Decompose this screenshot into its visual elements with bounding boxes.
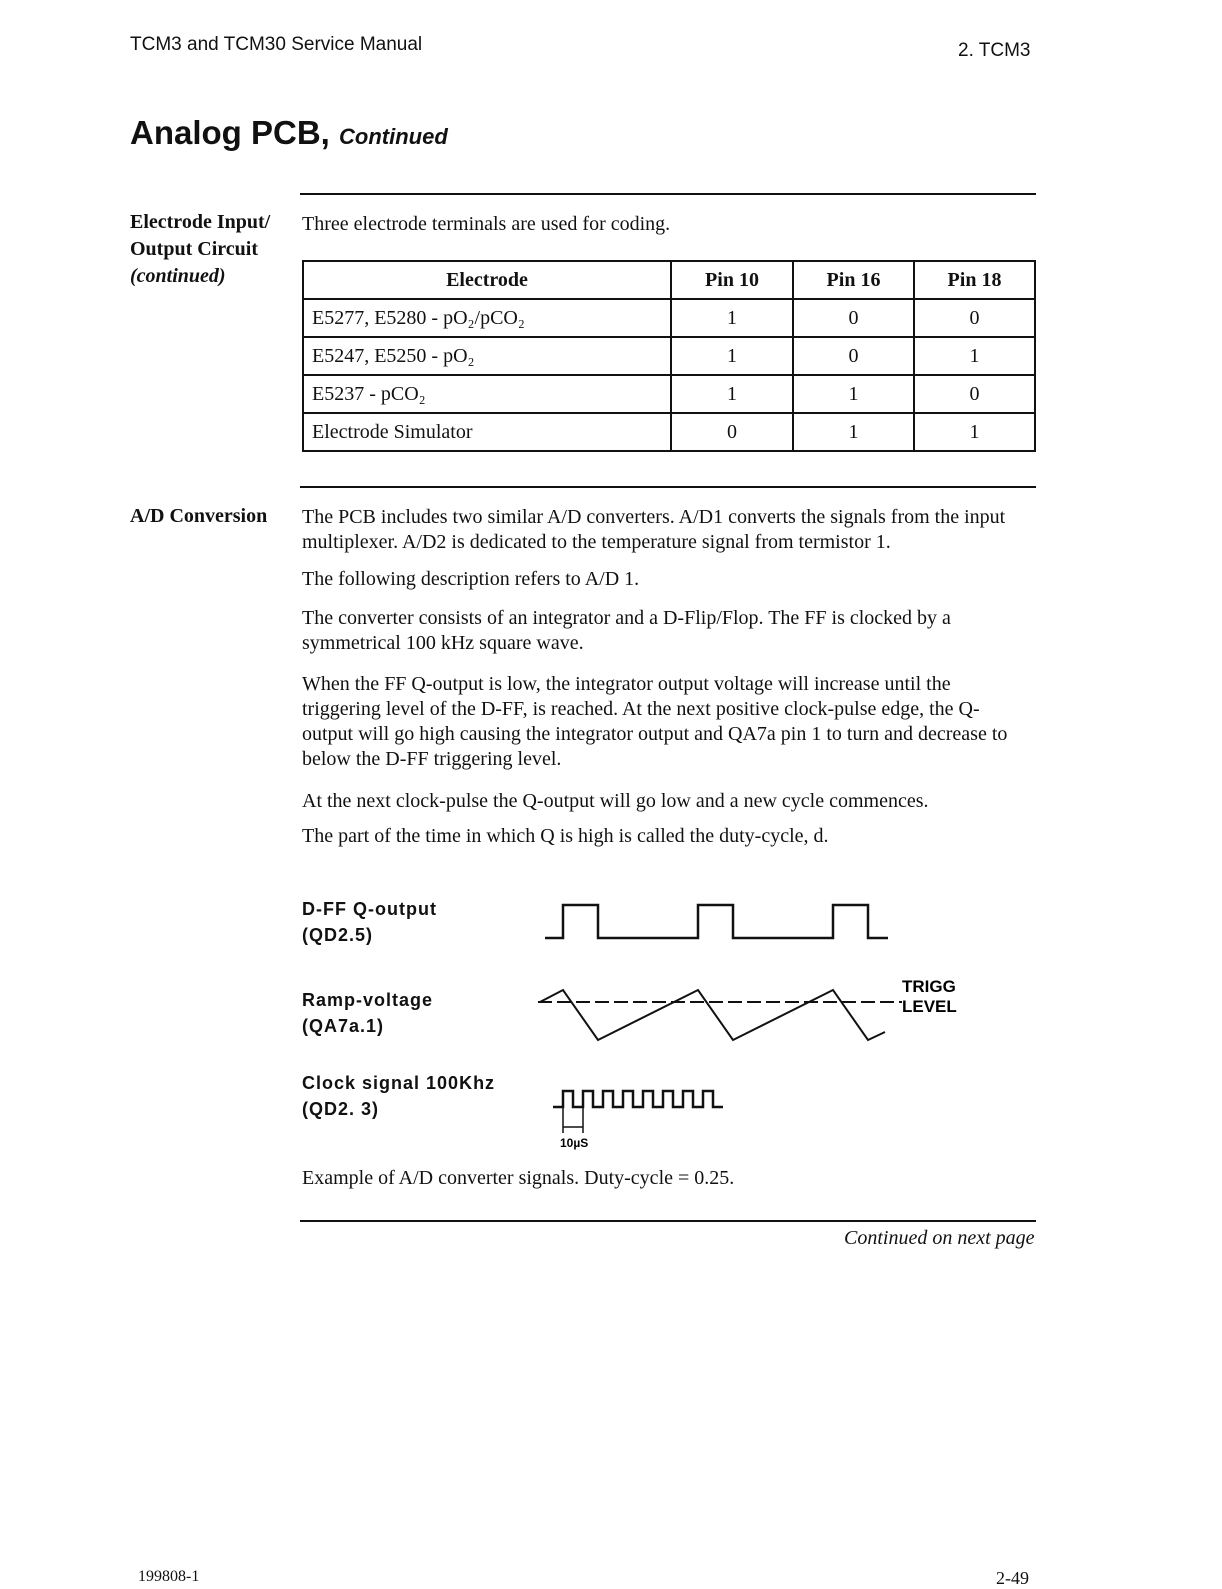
- cell-pin16: 1: [793, 413, 914, 451]
- header-chapter: 2. TCM3: [958, 40, 1031, 61]
- table-row: [303, 337, 1035, 375]
- cell-pin18: 1: [914, 413, 1035, 451]
- cell-electrode: E5277, E5280 - pO₂/pCO₂: [303, 299, 671, 337]
- header-manual-title: TCM3 and TCM30 Service Manual: [130, 34, 423, 55]
- electrode-section-heading: Electrode Input/ Output Circuit (continued): [130, 211, 271, 287]
- cell-pin16: 0: [793, 337, 914, 375]
- table-header-row: [303, 261, 1035, 299]
- ad-paragraph-4: When the FF Q-output is low, the integrator output voltage will increase until the triggering level of the D-FF, is reached. At the next positive clock-pulse edge, the Q-output will go high causing the integrator output and QA7a pin 1 to turn and decrease to below the D-FF triggering level.: [302, 673, 1008, 770]
- ad-paragraph-6: The part of the time in which Q is high is called the duty-cycle, d.: [302, 825, 829, 847]
- period-label: 10µS: [560, 1136, 589, 1150]
- table-row: [303, 375, 1035, 413]
- ad-paragraph-2: The following description refers to A/D 1.: [302, 568, 640, 590]
- table-row: [303, 413, 1035, 451]
- col-header-pin18: Pin 18: [914, 261, 1035, 299]
- cell-pin18: 0: [914, 375, 1035, 413]
- cell-pin18: 1: [914, 337, 1035, 375]
- clock-signal-label: Clock signal 100Khz (QD2. 3): [302, 1073, 496, 1119]
- ad-converter-waveforms: [530, 895, 970, 1155]
- col-header-electrode: Electrode: [303, 261, 671, 299]
- continued-next-page: Continued on next page: [844, 1227, 1035, 1249]
- cell-pin16: 0: [793, 299, 914, 337]
- electrode-coding-table: [302, 260, 1036, 452]
- cell-pin16: 1: [793, 375, 914, 413]
- title-continued: Continued: [339, 124, 448, 149]
- section-divider: [300, 193, 1036, 195]
- section-divider: [300, 486, 1036, 488]
- ad-paragraph-5: At the next clock-pulse the Q-output will go low and a new cycle commences.: [302, 790, 929, 812]
- cell-electrode: E5237 - pCO₂: [303, 375, 671, 413]
- ad-paragraph-3: The converter consists of an integrator and a D-Flip/Flop. The FF is clocked by a symmetrical 100 kHz square wave.: [302, 607, 951, 654]
- ad-paragraph-1: The PCB includes two similar A/D converters. A/D1 converts the signals from the input multiplexer. A/D2 is dedicated to the temperature signal from termistor 1.: [302, 506, 1006, 553]
- cell-electrode: E5247, E5250 - pO₂: [303, 337, 671, 375]
- ramp-voltage-label: Ramp-voltage (QA7a.1): [302, 990, 434, 1036]
- table-row: [303, 299, 1035, 337]
- dff-q-output-waveform: [545, 905, 888, 938]
- trigg-level-label: LEVEL: [902, 997, 957, 1016]
- cell-pin10: 1: [671, 375, 793, 413]
- footer-doc-number: 199808-1: [138, 1568, 200, 1585]
- dff-output-label: D-FF Q-output (QD2.5): [302, 899, 437, 945]
- electrode-intro: Three electrode terminals are used for coding.: [302, 213, 671, 235]
- section-divider: [300, 1220, 1036, 1222]
- title-main: Analog PCB,: [130, 114, 330, 151]
- clock-signal-waveform: [553, 1091, 723, 1107]
- ramp-voltage-waveform: [540, 990, 885, 1040]
- cell-pin10: 1: [671, 299, 793, 337]
- cell-pin10: 1: [671, 337, 793, 375]
- ad-section-heading: A/D Conversion: [130, 505, 268, 527]
- cell-pin10: 0: [671, 413, 793, 451]
- trigg-level-label: TRIGG: [902, 977, 956, 996]
- col-header-pin10: Pin 10: [671, 261, 793, 299]
- col-header-pin16: Pin 16: [793, 261, 914, 299]
- footer-page-number: 2-49: [996, 1568, 1029, 1588]
- cell-pin18: 0: [914, 299, 1035, 337]
- page-title: [130, 114, 448, 152]
- figure-caption: Example of A/D converter signals. Duty-cycle = 0.25.: [302, 1167, 735, 1189]
- cell-electrode: Electrode Simulator: [303, 413, 671, 451]
